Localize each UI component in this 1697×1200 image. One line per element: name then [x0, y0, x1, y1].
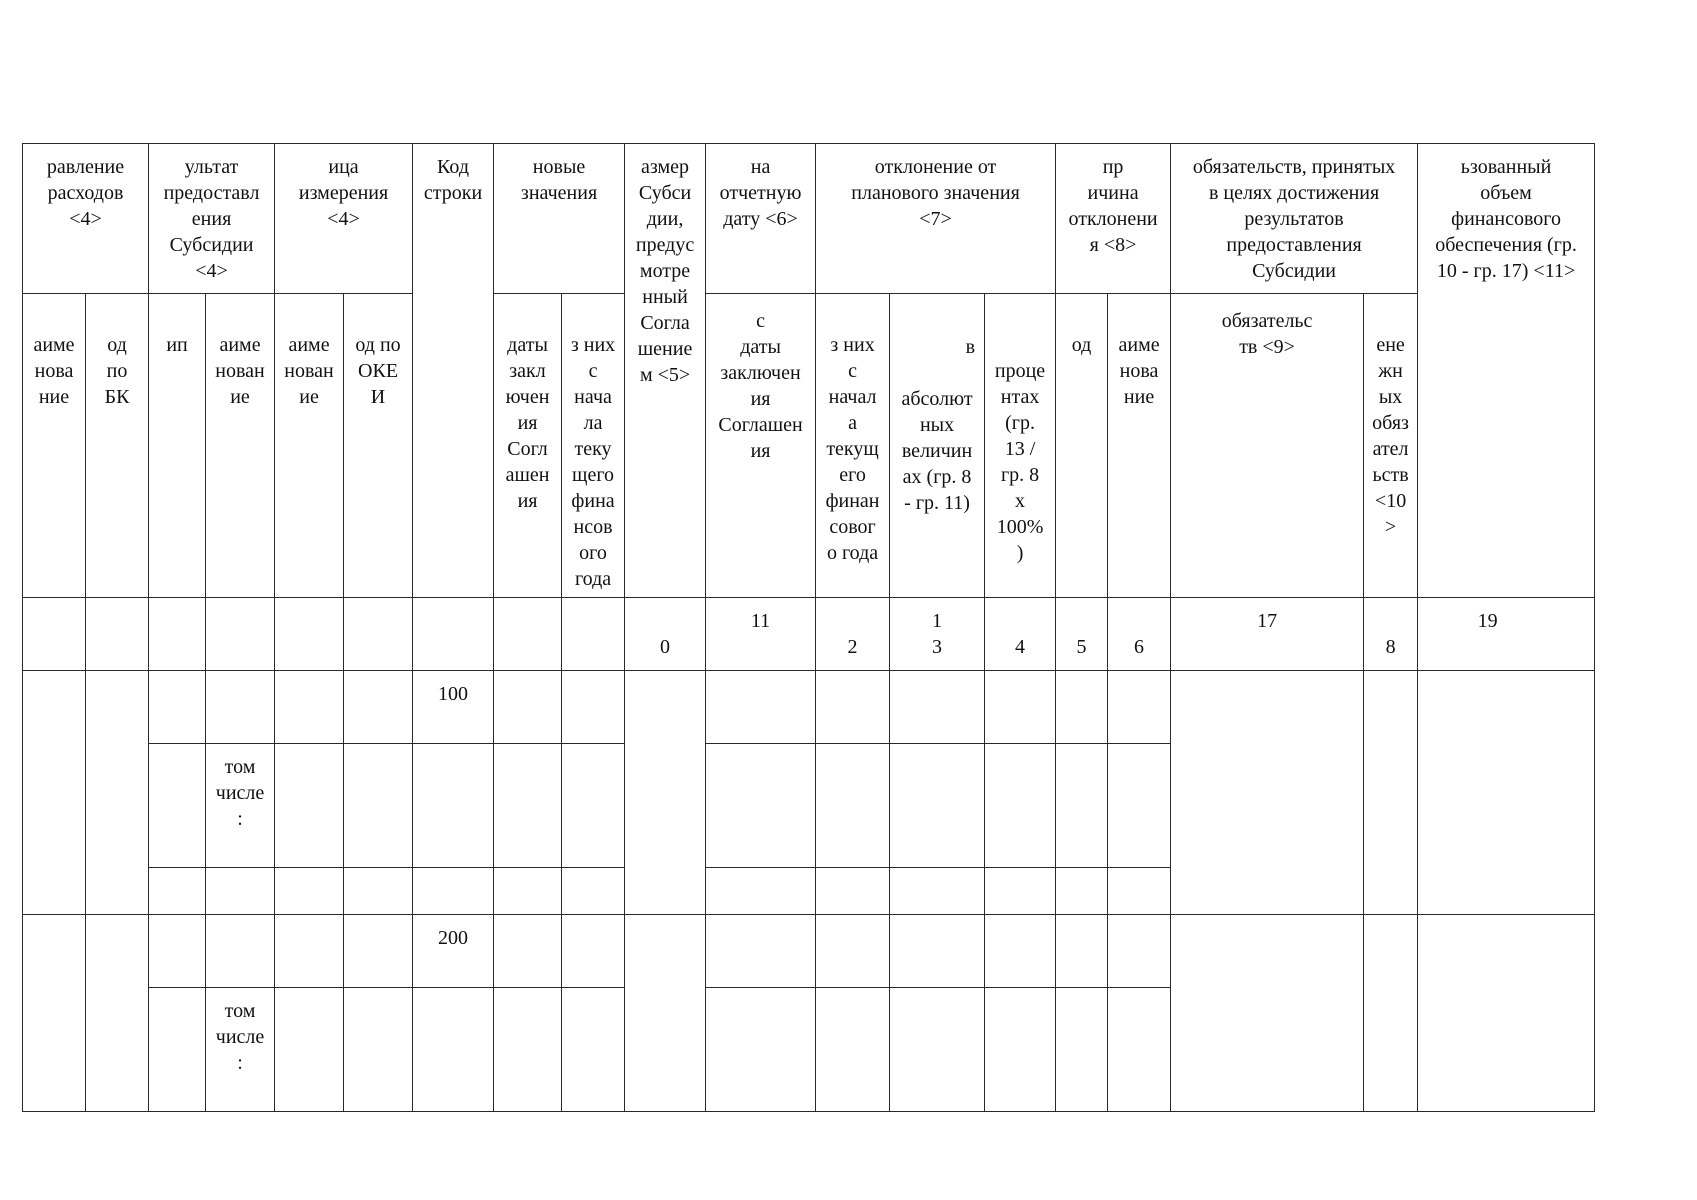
- index-cell-16: 6: [1108, 598, 1171, 671]
- b1-incl-okei: [344, 744, 413, 868]
- b2-incl-since: [562, 988, 625, 1112]
- index-cell-5: [275, 598, 344, 671]
- subheader-percent: проце нтах (гр. 13 / гр. 8 x 100% ): [985, 294, 1056, 598]
- b1-reason-name: [1108, 671, 1171, 744]
- b1-subsidy-size: [625, 671, 706, 915]
- index-cell-4: [206, 598, 275, 671]
- b1-extra-pct: [985, 868, 1056, 915]
- b2-incl-label: том числе :: [206, 988, 275, 1112]
- b2-incl-rname: [1108, 988, 1171, 1112]
- b1-report: [706, 671, 816, 744]
- b1-extra-code: [413, 868, 494, 915]
- b2-incl-date: [494, 988, 562, 1112]
- b1-unused: [1418, 671, 1595, 915]
- index-cell-3: [149, 598, 206, 671]
- b1-extra-name: [206, 868, 275, 915]
- b1-percent: [985, 671, 1056, 744]
- b1-monetary: [1364, 671, 1418, 915]
- header-unused-volume: ьзованный объем финансового обеспечения (гр. 10 - гр. 17) <11>: [1418, 144, 1595, 598]
- b1-extra-date: [494, 868, 562, 915]
- index-cell-1: [23, 598, 86, 671]
- b2-absolute: [890, 915, 985, 988]
- b1-incl-abs: [890, 744, 985, 868]
- b1-extra-since-2: [816, 868, 890, 915]
- subheader-from-agreement-date: с даты заключен ия Соглашен ия: [706, 294, 816, 598]
- b2-code-bk: [86, 915, 149, 1112]
- b1-extra-report: [706, 868, 816, 915]
- b2-obligations: [1171, 915, 1364, 1112]
- b1-incl-pct: [985, 744, 1056, 868]
- b2-monetary: [1364, 915, 1418, 1112]
- b1-extra-okei: [344, 868, 413, 915]
- header-new-values: новые значения: [494, 144, 625, 294]
- subheader-name-2: аиме нован ие: [206, 294, 275, 598]
- b1-incl-report: [706, 744, 816, 868]
- b2-result-name: [206, 915, 275, 988]
- b2-subsidy-size: [625, 915, 706, 1112]
- index-cell-2: [86, 598, 149, 671]
- b2-unit-name: [275, 915, 344, 988]
- subheader-name-3: аиме нован ие: [275, 294, 344, 598]
- b1-reason-code: [1056, 671, 1108, 744]
- b1-extra-type: [149, 868, 206, 915]
- b2-incl-code: [413, 988, 494, 1112]
- b2-incl-since-2: [816, 988, 890, 1112]
- header-row-code: Код строки: [413, 144, 494, 598]
- b1-incl-type: [149, 744, 206, 868]
- subheader-reason-code: од: [1056, 294, 1108, 598]
- b1-since-year: [562, 671, 625, 744]
- subheader-absolute-label: в: [965, 336, 976, 358]
- subheader-code-bk: од по БК: [86, 294, 149, 598]
- b1-incl-label: том числе :: [206, 744, 275, 868]
- b1-since-year-2: [816, 671, 890, 744]
- index-cell-10: 0: [625, 598, 706, 671]
- b1-incl-rname: [1108, 744, 1171, 868]
- subheader-okei: од по ОКЕ И: [344, 294, 413, 598]
- b1-code-bk: [86, 671, 149, 915]
- b1-name: [23, 671, 86, 915]
- b1-unit-name: [275, 671, 344, 744]
- b2-type: [149, 915, 206, 988]
- b1-extra-since: [562, 868, 625, 915]
- b1-extra-unit: [275, 868, 344, 915]
- subheader-type: ип: [149, 294, 206, 598]
- b2-incl-unit: [275, 988, 344, 1112]
- subheader-reason-name: аиме нова ние: [1108, 294, 1171, 598]
- b2-percent: [985, 915, 1056, 988]
- b1-extra-rname: [1108, 868, 1171, 915]
- subheader-name-1: аиме нова ние: [23, 294, 86, 598]
- b2-incl-abs: [890, 988, 985, 1112]
- b1-result-name: [206, 671, 275, 744]
- b1-incl-unit: [275, 744, 344, 868]
- b2-name: [23, 915, 86, 1112]
- b1-agreement-date: [494, 671, 562, 744]
- index-cell-11: 11: [706, 598, 816, 671]
- header-subsidy-size: азмер Субси дии, предус мотре нный Согла шение м <5>: [625, 144, 706, 598]
- b2-incl-type: [149, 988, 206, 1112]
- b2-incl-okei: [344, 988, 413, 1112]
- index-cell-19: 19: [1418, 598, 1595, 671]
- b1-obligations: [1171, 671, 1364, 915]
- header-report-date: на отчетную дату <6>: [706, 144, 816, 294]
- b1-incl-code: [413, 744, 494, 868]
- b2-incl-pct: [985, 988, 1056, 1112]
- subheader-monetary-obligations: ене жн ых обяз ател ьств <10 >: [1364, 294, 1418, 598]
- b1-extra-abs: [890, 868, 985, 915]
- b2-okei: [344, 915, 413, 988]
- b1-incl-rcode: [1056, 744, 1108, 868]
- subsidy-report-table: [22, 143, 1595, 1112]
- subheader-agreement-date: даты закл ючен ия Согл ашен ия: [494, 294, 562, 598]
- b1-absolute: [890, 671, 985, 744]
- index-cell-13: 1 3: [890, 598, 985, 671]
- subheader-absolute-text: абсолют ных величин ах (гр. 8 - гр. 11): [901, 388, 973, 514]
- index-cell-17: 17: [1171, 598, 1364, 671]
- b1-row-code: 100: [413, 671, 494, 744]
- subheader-since-year-2: з них с начал а текущ его финан совог о года: [816, 294, 890, 598]
- b1-incl-since-2: [816, 744, 890, 868]
- b1-extra-rcode: [1056, 868, 1108, 915]
- index-cell-9: [562, 598, 625, 671]
- b1-okei: [344, 671, 413, 744]
- b2-agreement-date: [494, 915, 562, 988]
- index-cell-14: 4: [985, 598, 1056, 671]
- subheader-since-year: з них с нача ла теку щего фина нсов ого года: [562, 294, 625, 598]
- b2-report: [706, 915, 816, 988]
- b2-row-code: 200: [413, 915, 494, 988]
- header-deviation-reason: пр ичина отклонени я <8>: [1056, 144, 1171, 294]
- header-obligations: обязательств, принятых в целях достижения результатов предоставления Субсидии: [1171, 144, 1418, 294]
- b2-since-year-2: [816, 915, 890, 988]
- b1-incl-date: [494, 744, 562, 868]
- subheader-obligations: обязательс тв <9>: [1171, 294, 1364, 598]
- header-deviation: отклонение от планового значения <7>: [816, 144, 1056, 294]
- subheader-absolute: [890, 294, 985, 598]
- b1-incl-since: [562, 744, 625, 868]
- index-cell-18: 8: [1364, 598, 1418, 671]
- b2-incl-report: [706, 988, 816, 1112]
- index-cell-7: [413, 598, 494, 671]
- index-cell-6: [344, 598, 413, 671]
- index-cell-15: 5: [1056, 598, 1108, 671]
- b2-incl-rcode: [1056, 988, 1108, 1112]
- index-cell-12: 2: [816, 598, 890, 671]
- b2-unused: [1418, 915, 1595, 1112]
- b2-reason-name: [1108, 915, 1171, 988]
- header-unit: ица измерения <4>: [275, 144, 413, 294]
- b2-reason-code: [1056, 915, 1108, 988]
- index-cell-8: [494, 598, 562, 671]
- header-result: ультат предоставл ения Субсидии <4>: [149, 144, 275, 294]
- b1-type: [149, 671, 206, 744]
- b2-since-year: [562, 915, 625, 988]
- header-expense-direction: равление расходов <4>: [23, 144, 149, 294]
